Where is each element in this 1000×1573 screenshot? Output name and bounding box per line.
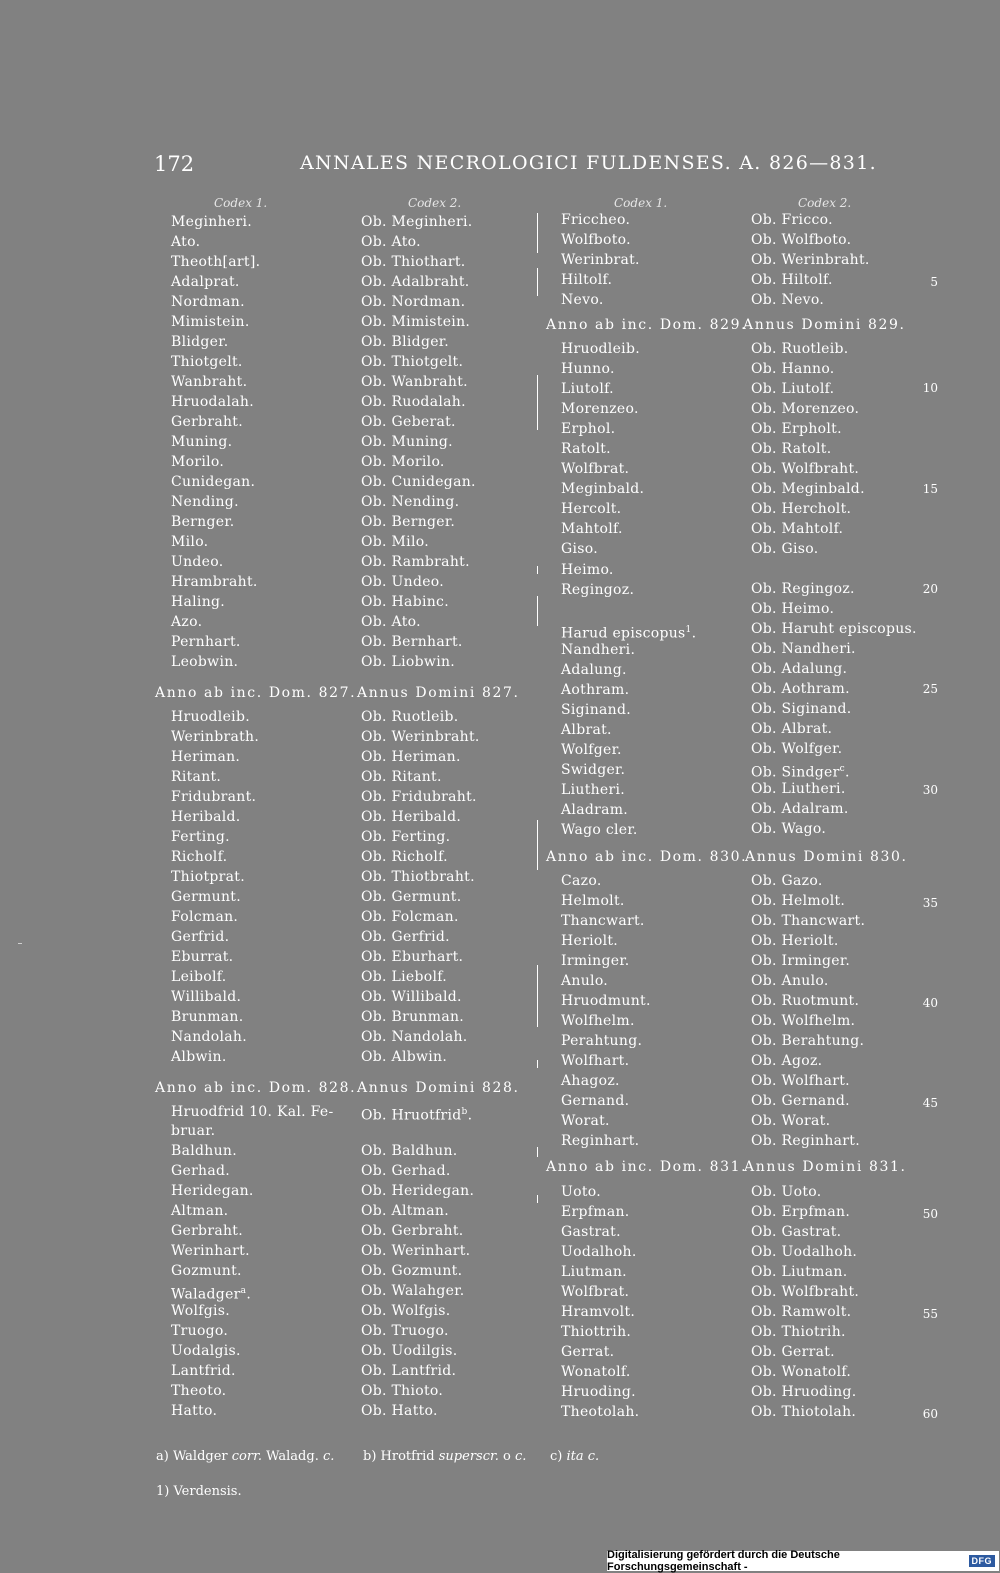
entry-codex2: Ob. Ritant. <box>361 769 442 785</box>
entry-codex2: Ob. Ato. <box>361 614 421 630</box>
entry-codex1: Mimistein. <box>171 314 250 330</box>
footnote-marker: c <box>839 764 845 774</box>
entry-codex2: Ob. Nandheri. <box>751 641 856 657</box>
entry-codex1: Hiltolf. <box>561 272 613 288</box>
entry-codex2: Ob. Hanno. <box>751 361 835 377</box>
entry-codex1: Lantfrid. <box>171 1363 236 1379</box>
entry-codex2: Ob. Ato. <box>361 234 421 250</box>
entry-codex2: Ob. Hruotfrid$^b$. <box>361 1107 473 1124</box>
entry-codex2: Ob. Wonatolf. <box>751 1364 852 1380</box>
line-number: 15 <box>922 482 938 496</box>
entry-codex1: Friccheo. <box>561 212 631 228</box>
entry-codex1: Ahagoz. <box>561 1073 620 1089</box>
entry-codex2: Ob. Werinbraht. <box>361 729 480 745</box>
entry-codex2: Ob. Erpholt. <box>751 421 842 437</box>
dfg-footer <box>607 1551 999 1571</box>
entry-codex2: Ob. Ruotleib. <box>361 709 459 725</box>
entry-codex1: Meginbald. <box>561 481 645 497</box>
column-divider <box>537 1147 538 1157</box>
entry-codex1: Meginheri. <box>171 214 252 230</box>
entry-codex2: Ob. Gerbraht. <box>361 1223 464 1239</box>
year-heading-829-codex1: Anno ab inc. Dom. 829. <box>546 317 748 333</box>
entry-codex2: Ob. Ramwolt. <box>751 1304 852 1320</box>
entry-codex2: Ob. Wanbraht. <box>361 374 468 390</box>
entry-codex2: Ob. Ruodalah. <box>361 394 466 410</box>
year-heading-829-codex2: Annus Domini 829. <box>743 317 906 333</box>
entry-codex1: Gernand. <box>561 1093 630 1109</box>
entry-codex2: Ob. Werinhart. <box>361 1243 471 1259</box>
footnote-marker: b <box>461 1107 468 1117</box>
entry-codex2: Ob. Thiothart. <box>361 254 466 270</box>
line-number: 5 <box>930 275 938 289</box>
entry-codex2: Ob. Wolfbraht. <box>751 461 860 477</box>
entry-codex2: Ob. Folcman. <box>361 909 459 925</box>
column-header-codex2-right: Codex 2. <box>798 196 852 210</box>
entry-codex2: Ob. Helmolt. <box>751 893 846 909</box>
entry-codex2: Ob. Bernhart. <box>361 634 463 650</box>
entry-codex1: Gerhad. <box>171 1163 231 1179</box>
entry-codex2: Ob. Thiotolah. <box>751 1404 857 1420</box>
entry-codex2: Ob. Gozmunt. <box>361 1263 463 1279</box>
entry-codex1: Werinhart. <box>171 1243 250 1259</box>
entry-codex1: Heribald. <box>171 809 241 825</box>
entry-codex2: Ob. Baldhun. <box>361 1143 458 1159</box>
entry-codex1: Harud episcopus$^1$. <box>561 625 697 642</box>
entry-codex2: Ob. Uodilgis. <box>361 1343 458 1359</box>
entry-codex1: Gastrat. <box>561 1224 621 1240</box>
entry-codex2: Ob. Nevo. <box>751 292 825 308</box>
entry-codex2: Ob. Liutman. <box>751 1264 848 1280</box>
dfg-logo: DFG <box>969 1555 996 1567</box>
entry-codex2: Ob. Adalram. <box>751 801 849 817</box>
entry-codex2: Ob. Eburhart. <box>361 949 464 965</box>
entry-codex2: Ob. Fricco. <box>751 212 833 228</box>
entry-codex2: Ob. Walahger. <box>361 1283 465 1299</box>
entry-codex1: Gerrat. <box>561 1344 615 1360</box>
entry-codex1: Theoto. <box>171 1383 227 1399</box>
entry-codex1: Ato. <box>171 234 201 250</box>
entry-codex1: Morilo. <box>171 454 225 470</box>
entry-codex1: Gerbraht. <box>171 1223 243 1239</box>
column-divider <box>537 375 538 430</box>
entry-codex2: Ob. Muning. <box>361 434 453 450</box>
entry-codex1: Muning. <box>171 434 233 450</box>
entry-codex2: Ob. Heridegan. <box>361 1183 475 1199</box>
entry-codex1: Regingoz. <box>561 582 635 598</box>
year-heading-830-codex2: Annus Domini 830. <box>745 849 908 865</box>
entry-codex2: Ob. Gerhad. <box>361 1163 451 1179</box>
entry-codex1: Nevo. <box>561 292 604 308</box>
entry-codex1: Heriman. <box>171 749 241 765</box>
running-title: ANNALES NECROLOGICI FULDENSES. A. 826—831. <box>300 152 877 174</box>
entry-codex2: Ob. Gerfrid. <box>361 929 450 945</box>
entry-codex1: Hercolt. <box>561 501 622 517</box>
entry-codex2: Ob. Siginand. <box>751 701 852 717</box>
entry-codex1: Helmolt. <box>561 893 625 909</box>
entry-codex2: Ob. Gastrat. <box>751 1224 842 1240</box>
entry-codex2: Ob. Agoz. <box>751 1053 823 1069</box>
entry-codex1: Truogo. <box>171 1323 229 1339</box>
entry-codex1: Eburrat. <box>171 949 234 965</box>
page-number: 172 <box>154 152 195 176</box>
entry-codex2: Ob. Morenzeo. <box>751 401 860 417</box>
page-header <box>0 152 1000 182</box>
entry-codex2: Ob. Altman. <box>361 1203 449 1219</box>
entry-codex2: Ob. Ferting. <box>361 829 451 845</box>
entry-codex1: Azo. <box>171 614 203 630</box>
entry-codex2: Ob. Germunt. <box>361 889 462 905</box>
entry-codex1: Uodalhoh. <box>561 1244 637 1260</box>
entry-codex1: Hruodleib. <box>561 341 640 357</box>
entry-codex2: Ob. Gazo. <box>751 873 823 889</box>
entry-codex1: Irminger. <box>561 953 630 969</box>
entry-codex1: Nordman. <box>171 294 245 310</box>
entry-codex1: Werinbrat. <box>561 252 640 268</box>
entry-codex2: Ob. Brunman. <box>361 1009 465 1025</box>
footnote-1: 1) Verdensis. <box>156 1484 242 1499</box>
entry-codex1: Folcman. <box>171 909 239 925</box>
entry-codex2: Ob. Mimistein. <box>361 314 471 330</box>
line-number: 30 <box>922 783 938 797</box>
entry-codex1: Cunidegan. <box>171 474 256 490</box>
entry-codex2: Ob. Thioto. <box>361 1383 444 1399</box>
entry-codex2: Ob. Habinc. <box>361 594 449 610</box>
entry-codex2: Ob. Regingoz. <box>751 581 855 597</box>
entry-codex1: Erpfman. <box>561 1204 630 1220</box>
entry-codex2: Ob. Werinbraht. <box>751 252 870 268</box>
entry-codex2: Ob. Haruht episcopus. <box>751 621 917 637</box>
entry-codex1: Haling. <box>171 594 226 610</box>
year-heading-831-codex1: Anno ab inc. Dom. 831. <box>546 1159 748 1175</box>
entry-codex2: Ob. Rambraht. <box>361 554 470 570</box>
entry-codex1: Adalprat. <box>171 274 240 290</box>
entry-codex2: Ob. Meginbald. <box>751 481 865 497</box>
entry-codex1: Wanbraht. <box>171 374 248 390</box>
entry-codex2: Ob. Thancwart. <box>751 913 866 929</box>
entry-codex2: Ob. Wolfboto. <box>751 232 852 248</box>
entry-codex2: Ob. Cunidegan. <box>361 474 476 490</box>
column-divider <box>537 566 538 574</box>
entry-codex1: Perahtung. <box>561 1033 643 1049</box>
entry-codex1: Aothram. <box>561 682 630 698</box>
line-number: 60 <box>922 1407 938 1421</box>
entry-codex1: Hunno. <box>561 361 615 377</box>
entry-codex1: Willibald. <box>171 989 242 1005</box>
entry-codex2: Ob. Erpfman. <box>751 1204 851 1220</box>
entry-codex2: Ob. Uoto. <box>751 1184 822 1200</box>
footnote-marker: a <box>240 1286 247 1296</box>
entry-codex1: Heimo. <box>561 562 614 578</box>
entry-codex1: Thancwart. <box>561 913 645 929</box>
entry-codex1: Fridubrant. <box>171 789 257 805</box>
entry-codex2: Ob. Fridubraht. <box>361 789 477 805</box>
footnote-c: c) ita c. <box>550 1449 600 1464</box>
entry-codex2: Ob. Meginheri. <box>361 214 473 230</box>
entry-codex2: Ob. Geberat. <box>361 414 456 430</box>
entry-codex1: Reginhart. <box>561 1133 640 1149</box>
entry-codex2: Ob. Ratolt. <box>751 441 832 457</box>
entry-codex1: Cazo. <box>561 873 602 889</box>
column-divider <box>537 1195 538 1203</box>
entry-codex1: Wolfhelm. <box>561 1013 635 1029</box>
column-divider <box>537 820 538 870</box>
entry-codex1: Uoto. <box>561 1184 601 1200</box>
entry-codex2: Ob. Willibald. <box>361 989 462 1005</box>
entry-codex2: Ob. Milo. <box>361 534 429 550</box>
entry-codex1: Uodalgis. <box>171 1343 241 1359</box>
entry-codex2: Ob. Thiotgelt. <box>361 354 464 370</box>
margin-mark <box>18 943 22 944</box>
entry-codex1: Swidger. <box>561 762 626 778</box>
entry-codex1: Nandolah. <box>171 1029 247 1045</box>
entry-codex1: Ritant. <box>171 769 222 785</box>
entry-codex1: Adalung. <box>561 662 627 678</box>
entry-codex1: Brunman. <box>171 1009 244 1025</box>
column-divider <box>537 268 538 296</box>
column-divider <box>537 965 538 1027</box>
entry-codex2: Ob. Liutheri. <box>751 781 846 797</box>
entry-codex1: Giso. <box>561 541 598 557</box>
entry-codex1: Thiotprat. <box>171 869 245 885</box>
entry-codex1: Heriolt. <box>561 933 619 949</box>
entry-codex2: Ob. Liebolf. <box>361 969 448 985</box>
entry-codex1: Wolfbrat. <box>561 1284 630 1300</box>
column-divider <box>537 596 538 626</box>
entry-codex2: Ob. Thiotrih. <box>751 1324 846 1340</box>
entry-codex1: Richolf. <box>171 849 228 865</box>
entry-codex2: Ob. Hatto. <box>361 1403 438 1419</box>
dfg-footer-text: Digitalisierung gefördert durch die Deutsche Forschungsgemeinschaft - <box>607 1549 840 1573</box>
entry-codex2: Ob. Albrat. <box>751 721 833 737</box>
year-heading-827-codex2: Annus Domini 827. <box>357 685 520 701</box>
entry-codex1: Leobwin. <box>171 654 239 670</box>
entry-codex2: Ob. Hercholt. <box>751 501 852 517</box>
entry-codex1: Aladram. <box>561 802 629 818</box>
entry-codex2: Ob. Gernand. <box>751 1093 850 1109</box>
line-number: 20 <box>922 582 938 596</box>
entry-codex1: Gerfrid. <box>171 929 230 945</box>
entry-codex2: Ob. Wolfhart. <box>751 1073 850 1089</box>
entry-codex2: Ob. Albwin. <box>361 1049 448 1065</box>
entry-codex1: Blidger. <box>171 334 229 350</box>
entry-codex2: Ob. Wago. <box>751 821 827 837</box>
entry-codex1: Hruodleib. <box>171 709 250 725</box>
entry-codex1: Wolfbrat. <box>561 461 630 477</box>
entry-codex1: Altman. <box>171 1203 229 1219</box>
line-number: 50 <box>922 1207 938 1221</box>
entry-codex2: Ob. Uodalhoh. <box>751 1244 858 1260</box>
line-number: 35 <box>922 896 938 910</box>
entry-codex2: Ob. Aothram. <box>751 681 850 697</box>
column-header-codex1-left: Codex 1. <box>214 196 268 210</box>
entry-codex2: Ob. Liobwin. <box>361 654 456 670</box>
entry-codex1: Theotolah. <box>561 1404 640 1420</box>
entry-codex2: Ob. Gerrat. <box>751 1344 835 1360</box>
entry-codex1: Hrambraht. <box>171 574 258 590</box>
entry-codex2: Ob. Wolfgis. <box>361 1303 451 1319</box>
entry-codex1: Anulo. <box>561 973 609 989</box>
entry-codex1: Germunt. <box>171 889 241 905</box>
column-header-codex2-left: Codex 2. <box>408 196 462 210</box>
entry-codex2: Ob. Reginhart. <box>751 1133 860 1149</box>
year-heading-827-codex1: Anno ab inc. Dom. 827. <box>155 685 357 701</box>
entry-codex1: Ferting. <box>171 829 230 845</box>
entry-codex2: Ob. Worat. <box>751 1113 831 1129</box>
entry-codex1: Liutman. <box>561 1264 627 1280</box>
entry-codex1: Leibolf. <box>171 969 227 985</box>
line-number: 40 <box>922 996 938 1010</box>
entry-codex1: Liutolf. <box>561 381 614 397</box>
footnote-a: a) Waldger corr. Waladg. c. <box>156 1449 335 1464</box>
entry-codex1: Baldhun. <box>171 1143 237 1159</box>
entry-codex2: Ob. Richolf. <box>361 849 448 865</box>
entry-codex1: Albwin. <box>171 1049 227 1065</box>
entry-codex2: Ob. Blidger. <box>361 334 449 350</box>
entry-codex2: Ob. Hruoding. <box>751 1384 857 1400</box>
entry-codex2: Ob. Adalung. <box>751 661 848 677</box>
entry-codex2: Ob. Mahtolf. <box>751 521 844 537</box>
entry-codex2: Ob. Nending. <box>361 494 460 510</box>
entry-codex1: Hruodmunt. <box>561 993 651 1009</box>
year-heading-831-codex2: Annus Domini 831. <box>744 1159 907 1175</box>
column-header-codex1-right: Codex 1. <box>614 196 668 210</box>
entry-codex2: Ob. Nandolah. <box>361 1029 468 1045</box>
entry-codex2: Ob. Heriman. <box>361 749 461 765</box>
entry-codex2: Ob. Morilo. <box>361 454 445 470</box>
entry-codex2: Ob. Ruotleib. <box>751 341 849 357</box>
entry-codex2: Ob. Berahtung. <box>751 1033 865 1049</box>
entry-codex2: Ob. Ruotmunt. <box>751 993 860 1009</box>
line-number: 55 <box>922 1307 938 1321</box>
entry-codex2: Ob. Heriolt. <box>751 933 839 949</box>
entry-codex2: Ob. Sindger$^c$. <box>751 764 850 781</box>
line-number: 45 <box>922 1096 938 1110</box>
entry-codex1: Liutheri. <box>561 782 626 798</box>
entry-codex2: Ob. Liutolf. <box>751 381 835 397</box>
entry-codex1: Nandheri. <box>561 642 636 658</box>
year-heading-830-codex1: Anno ab inc. Dom. 830. <box>546 849 748 865</box>
year-heading-828-codex2: Annus Domini 828. <box>357 1080 520 1096</box>
entry-codex2: Ob. Hiltolf. <box>751 272 833 288</box>
entry-codex1: Milo. <box>171 534 209 550</box>
entry-codex1: Worat. <box>561 1113 610 1129</box>
column-divider <box>537 213 538 253</box>
entry-codex2: Ob. Truogo. <box>361 1323 449 1339</box>
entry-codex1: Gozmunt. <box>171 1263 242 1279</box>
entry-codex2: Ob. Wolfbraht. <box>751 1284 860 1300</box>
entry-codex1: Ratolt. <box>561 441 611 457</box>
entry-codex1: Wonatolf. <box>561 1364 631 1380</box>
entry-codex1: Bernger. <box>171 514 235 530</box>
entry-codex1: Wolfger. <box>561 742 622 758</box>
entry-codex1: Thiotgelt. <box>171 354 243 370</box>
entry-codex1: Gerbraht. <box>171 414 243 430</box>
entry-codex1: Mahtolf. <box>561 521 623 537</box>
entry-codex1: Wolfgis. <box>171 1303 231 1319</box>
entry-codex1: Nending. <box>171 494 239 510</box>
entry-codex1: Pernhart. <box>171 634 241 650</box>
footnote-marker: 1 <box>685 625 692 635</box>
year-heading-828-codex1: Anno ab inc. Dom. 828. <box>155 1080 357 1096</box>
entry-codex1: Hruodalah. <box>171 394 254 410</box>
entry-codex1: Waladger$^a$. <box>171 1286 252 1303</box>
entry-codex2: Ob. Thiotbraht. <box>361 869 475 885</box>
entry-codex1: Siginand. <box>561 702 631 718</box>
entry-codex2: Ob. Adalbraht. <box>361 274 470 290</box>
entry-codex1: Hramvolt. <box>561 1304 636 1320</box>
entry-codex2: Ob. Bernger. <box>361 514 456 530</box>
entry-codex2: Ob. Nordman. <box>361 294 466 310</box>
entry-codex2: Ob. Heimo. <box>751 601 835 617</box>
entry-codex1: Thiottrih. <box>561 1324 632 1340</box>
entry-codex1: Wolfboto. <box>561 232 631 248</box>
entry-codex1: Undeo. <box>171 554 224 570</box>
entry-codex1: Heridegan. <box>171 1183 254 1199</box>
entry-codex1: Morenzeo. <box>561 401 639 417</box>
entry-codex1: Albrat. <box>561 722 612 738</box>
entry-codex2: Ob. Wolfhelm. <box>751 1013 856 1029</box>
entry-codex1-continuation: bruar. <box>171 1123 216 1139</box>
entry-codex2: Ob. Undeo. <box>361 574 445 590</box>
entry-codex1: Hatto. <box>171 1403 218 1419</box>
entry-codex1: Hruodfrid 10. Kal. Fe- <box>171 1104 334 1120</box>
entry-codex1: Wolfhart. <box>561 1053 630 1069</box>
footnote-b: b) Hrotfrid superscr. o c. <box>363 1449 527 1464</box>
entry-codex1: Werinbrath. <box>171 729 260 745</box>
entry-codex2: Ob. Heribald. <box>361 809 462 825</box>
entry-codex2: Ob. Lantfrid. <box>361 1363 457 1379</box>
entry-codex1: Theoth[art]. <box>171 254 261 270</box>
entry-codex2: Ob. Giso. <box>751 541 819 557</box>
entry-codex2: Ob. Anulo. <box>751 973 829 989</box>
line-number: 10 <box>922 381 938 395</box>
entry-codex1: Erphol. <box>561 421 616 437</box>
column-divider <box>537 1060 538 1068</box>
entry-codex1: Wago cler. <box>561 822 638 838</box>
line-number: 25 <box>922 682 938 696</box>
entry-codex2: Ob. Irminger. <box>751 953 851 969</box>
entry-codex1: Hruoding. <box>561 1384 636 1400</box>
entry-codex2: Ob. Wolfger. <box>751 741 843 757</box>
